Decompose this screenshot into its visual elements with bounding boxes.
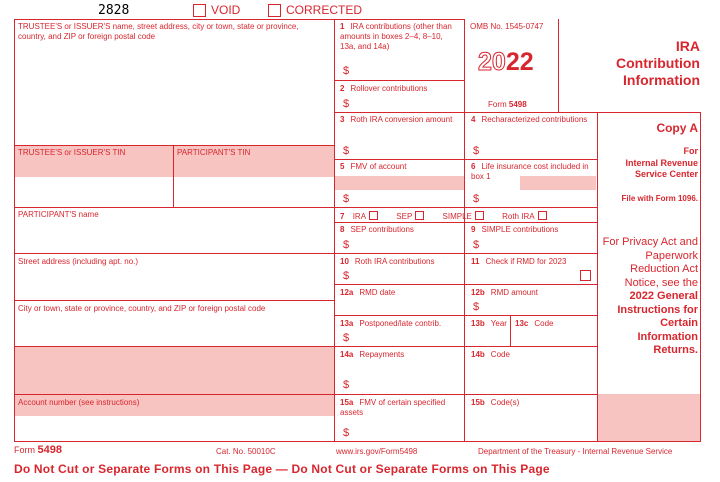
shade-left-lower — [14, 346, 334, 394]
do-not-cut-notice: Do Not Cut or Separate Forms on This Page — Do Not Cut or Separate Forms on This Page — [14, 462, 550, 476]
box-15a-dollar[interactable]: $ — [343, 427, 350, 439]
roth-ira-checkbox[interactable] — [538, 211, 547, 220]
box-1-label: 1 IRA contributions (other than amounts in boxes 2–4, 8–10, 13a, and 14a) — [340, 22, 452, 51]
copy-a-label: Copy A — [656, 121, 698, 135]
participant-name-label: PARTICIPANT'S name — [18, 210, 99, 219]
box-15b-label: 15b Code(s) — [471, 398, 520, 407]
shade-right-bottom — [597, 394, 701, 441]
tax-year: 2022 — [478, 48, 534, 76]
ira-checkbox[interactable] — [369, 211, 378, 220]
participant-tin-label: PARTICIPANT'S TIN — [177, 148, 251, 157]
footer-department: Department of the Treasury - Internal Revenue Service — [478, 447, 673, 456]
box-10-dollar[interactable]: $ — [343, 270, 350, 282]
box-10-label: 10 Roth IRA contributions — [340, 257, 435, 266]
box-7-row: 7 IRA SEP SIMPLE Roth IRA — [340, 211, 596, 222]
box-13c-label: 13c Code — [515, 319, 554, 328]
for-label: For — [683, 146, 698, 156]
void-label: VOID — [211, 3, 241, 17]
box-9-label: 9 SIMPLE contributions — [471, 225, 559, 234]
box-4-dollar[interactable]: $ — [473, 145, 480, 157]
box-5-label: 5 FMV of account — [340, 162, 407, 171]
footer-form-number: Form 5498 — [14, 444, 62, 456]
box-2-label: 2 Rollover contributions — [340, 84, 428, 93]
omb-number: OMB No. 1545-0747 — [470, 22, 544, 31]
footer-url: www.irs.gov/Form5498 — [336, 447, 418, 456]
sep-checkbox[interactable] — [415, 211, 424, 220]
box-14a-label: 14a Repayments — [340, 350, 405, 359]
box-3-dollar[interactable]: $ — [343, 145, 350, 157]
box-14a-dollar[interactable]: $ — [343, 379, 350, 391]
box-6-label: 6 Life insurance cost included in box 1 — [471, 162, 589, 181]
street-address-label: Street address (including apt. no.) — [18, 257, 139, 266]
corrected-checkbox[interactable] — [268, 4, 281, 17]
box-8-label: 8 SEP contributions — [340, 225, 414, 234]
city-label: City or town, state or province, country, and ZIP or foreign postal code — [18, 304, 266, 313]
trustee-name-label: TRUSTEE'S or ISSUER'S name, street address, city or town, state or province, country, and ZIP or foreign postal code — [18, 22, 299, 41]
corrected-label: CORRECTED — [286, 3, 363, 17]
trustee-tin-field[interactable] — [15, 177, 173, 207]
box-5-dollar[interactable]: $ — [343, 193, 350, 205]
box-13a-label: 13a Postponed/late contrib. — [340, 319, 442, 328]
file-with-label: File with Form 1096. — [621, 194, 698, 203]
box-15a-label: 15a FMV of certain specified assets — [340, 398, 446, 417]
box-9-dollar[interactable]: $ — [473, 239, 480, 251]
box-12b-dollar[interactable]: $ — [473, 301, 480, 313]
box-13b-label: 13b Year — [471, 319, 507, 328]
void-checkbox[interactable] — [193, 4, 206, 17]
form-title: IRA Contribution Information — [616, 38, 700, 88]
form-code: 2828 — [98, 3, 130, 18]
box-1-dollar[interactable]: $ — [343, 65, 350, 77]
box-8-dollar[interactable]: $ — [343, 239, 350, 251]
box-12a-label: 12a RMD date — [340, 288, 396, 297]
box-13a-dollar[interactable]: $ — [343, 332, 350, 344]
box-6-dollar[interactable]: $ — [473, 193, 480, 205]
omb-form-number: Form 5498 — [488, 100, 527, 109]
box-3-label: 3 Roth IRA conversion amount — [340, 115, 453, 124]
box-14b-label: 14b Code — [471, 350, 510, 359]
box-2-dollar[interactable]: $ — [343, 98, 350, 110]
box-11-label: 11 Check if RMD for 2023 — [471, 257, 567, 266]
irs-center-label: Internal Revenue Service Center — [625, 158, 698, 179]
box-4-label: 4 Recharacterized contributions — [471, 115, 588, 124]
trustee-tin-label: TRUSTEE'S or ISSUER'S TIN — [18, 148, 126, 157]
footer-cat-no: Cat. No. 50010C — [216, 447, 276, 456]
shade-box5 — [334, 176, 465, 190]
box-12b-label: 12b RMD amount — [471, 288, 538, 297]
box-11-checkbox[interactable] — [580, 270, 591, 281]
privacy-notice: For Privacy Act and Paperwork Reduction Act Notice, see the 2022 General Instructions for Certain Information Returns. — [602, 236, 698, 356]
simple-checkbox[interactable] — [475, 211, 484, 220]
account-number-label: Account number (see instructions) — [18, 398, 140, 407]
participant-tin-field[interactable] — [174, 177, 334, 207]
